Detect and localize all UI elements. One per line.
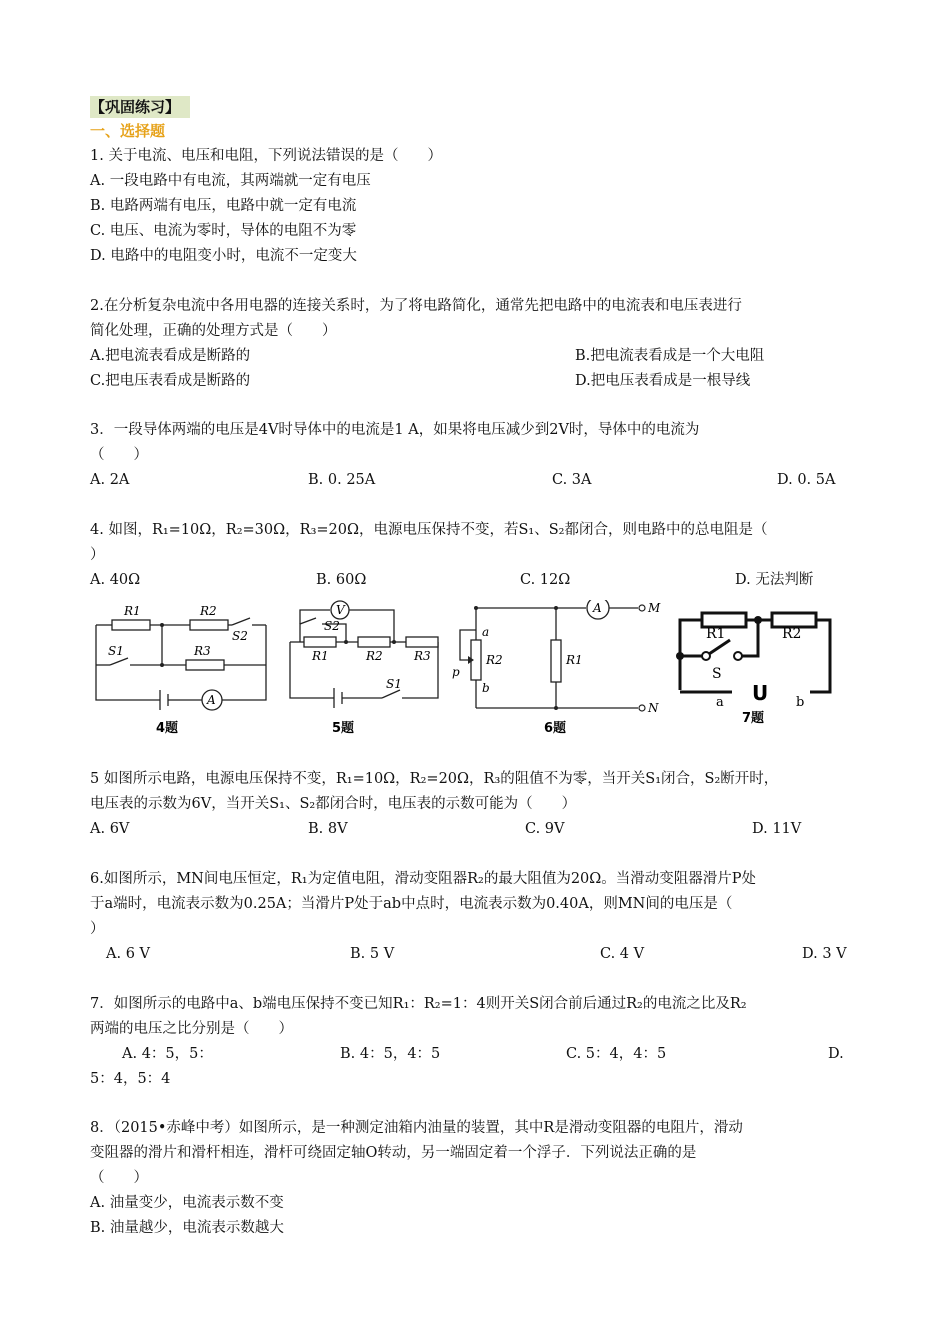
q6-stem-line1: 6.如图所示，MN间电压恒定，R₁为定值电阻，滑动变阻器R₂的最大阻值为20Ω。当滑动变阻器滑片P处 [90,871,757,887]
q7-option-d: D. [828,1046,844,1062]
q2-stem-line2: 简化处理，正确的处理方式是（ ） [90,323,337,339]
fig7-label-u: U [752,681,769,705]
q6-option-d: D. 3 V [802,946,847,962]
fig6-caption: 6题 [544,721,567,736]
q8-option-a: A. 油量变少，电流表示数不变 [90,1195,284,1211]
fig7-label-s: S [712,666,722,682]
circuit-figure-q7 [672,600,850,738]
fig5-label-s1: S1 [386,677,402,691]
q5-stem-line1: 5 如图所示电路，电源电压保持不变，R₁=10Ω，R₂=20Ω，R₃的阻值不为零，当开关S₁闭合，S₂断开时， [90,771,779,787]
q1-option-d: D. 电路中的电阻变小时，电流不一定变大 [90,248,357,264]
q4-option-a: A. 40Ω [90,572,141,588]
fig5-caption: 5题 [332,721,355,736]
q3-option-a: A. 2A [90,472,130,488]
fig7-label-r1: R1 [706,626,726,642]
fig6-terminal-m: M [648,601,661,615]
q5-option-a: A. 6V [90,821,130,837]
fig4-caption: 4题 [156,721,179,736]
q8-stem-line2: 变阻器的滑片和滑杆相连，滑杆可绕固定轴O转动，另一端固定着一个浮子．下列说法正确的是 [90,1145,697,1161]
q8-stem-line1: 8．（2015•赤峰中考）如图所示，是一种测定油箱内油量的装置，其中R是滑动变阻器的电阻片，滑动 [90,1120,743,1136]
q7-option-d-value: 5：4，5：4 [90,1071,171,1087]
q8-stem-line3: （ ） [90,1170,148,1186]
fig6-label-a: a [482,625,490,639]
q1-option-b: B. 电路两端有电压，电路中就一定有电流 [90,198,357,214]
q2-option-b: B.把电流表看成是一个大电阻 [575,348,765,364]
fig4-label-r3: R3 [194,644,211,658]
q7-stem-line2: 两端的电压之比分别是（ ） [90,1021,293,1037]
fig7-terminal-a: a [716,695,724,710]
q7-option-a: A. 4：5，5： [122,1046,213,1062]
q7-option-c: C. 5：4，4：5 [566,1046,667,1062]
q7-option-b: B. 4：5，4：5 [340,1046,441,1062]
fig5-label-s2: S2 [324,619,340,633]
fig4-label-s2: S2 [232,629,248,643]
fig5-label-r3: R3 [414,649,431,663]
q2-option-d: D.把电压表看成是一根导线 [575,373,751,389]
fig7-terminal-b: b [796,695,805,710]
circuit-figure-q5 [282,600,444,738]
q8-option-b: B. 油量越少，电流表示数越大 [90,1220,284,1236]
q3-stem-line2: （ ） [90,447,148,463]
q2-stem-line1: 2.在分析复杂电流中各用电器的连接关系时，为了将电路简化，通常先把电路中的电流表和电压表进行 [90,298,742,314]
fig6-label-p: p [452,665,460,679]
fig6-label-r2: R2 [486,653,503,667]
q2-option-c: C.把电压表看成是断路的 [90,373,251,389]
fig5-label-r2: R2 [366,649,383,663]
fig7-label-r2: R2 [782,626,802,642]
q4-stem-line2: ） [90,547,105,563]
fig5-label-r1: R1 [312,649,329,663]
q3-option-c: C. 3A [552,472,592,488]
q6-stem-line3: ） [90,921,105,937]
fig4-ammeter-label: A [207,693,216,707]
q6-option-b: B. 5 V [350,946,395,962]
fig4-label-r1: R1 [124,604,141,618]
circuit-figure-q4 [90,600,270,738]
q5-stem-line2: 电压表的示数为6V，当开关S₁、S₂都闭合时，电压表的示数可能为（ ） [90,796,577,812]
q4-option-d: D. 无法判断 [735,572,814,588]
q4-option-c: C. 12Ω [520,572,571,588]
section-header-badge: 【巩固练习】 [90,96,190,118]
section-title: 一、选择题 [90,122,166,140]
q6-option-c: C. 4 V [600,946,645,962]
fig4-label-r2: R2 [200,604,217,618]
fig6-label-b: b [482,681,490,695]
fig6-ammeter-label: A [593,601,602,615]
q3-stem-line1: 3．一段导体两端的电压是4V时导体中的电流是1 A，如果将电压减少到2V时，导体中的电流为 [90,422,700,438]
q1-option-c: C. 电压、电流为零时，导体的电阻不为零 [90,223,357,239]
fig6-label-r1: R1 [566,653,583,667]
fig6-terminal-n: N [648,701,659,715]
q4-stem-line1: 4. 如图，R₁=10Ω，R₂=30Ω，R₃=20Ω，电源电压保持不变，若S₁、S₂都闭合，则电路中的总电阻是（ [90,522,768,538]
q4-option-b: B. 60Ω [316,572,367,588]
q6-stem-line2: 于a端时，电流表示数为0.25A；当滑片P处于ab中点时，电流表示数为0.40A，则MN间的电压是（ [90,896,733,912]
q7-stem-line1: 7．如图所示的电路中a、b端电压保持不变已知R₁：R₂=1：4则开关S闭合前后通过R₂的电流之比及R₂ [90,996,747,1012]
q1-option-a: A. 一段电路中有电流，其两端就一定有电压 [90,173,371,189]
fig4-label-s1: S1 [108,644,124,658]
q5-option-c: C. 9V [525,821,565,837]
circuit-figure-q6 [452,600,670,738]
q2-option-a: A.把电流表看成是断路的 [90,348,251,364]
q5-option-b: B. 8V [308,821,348,837]
q6-option-a: A. 6 V [106,946,150,962]
q1-stem: 1. 关于电流、电压和电阻，下列说法错误的是（ ） [90,148,442,164]
fig7-caption: 7题 [742,711,765,726]
fig5-voltmeter-label: V [336,603,345,617]
q5-option-d: D. 11V [752,821,802,837]
q3-option-b: B. 0. 25A [308,472,376,488]
q3-option-d: D. 0. 5A [777,472,836,488]
